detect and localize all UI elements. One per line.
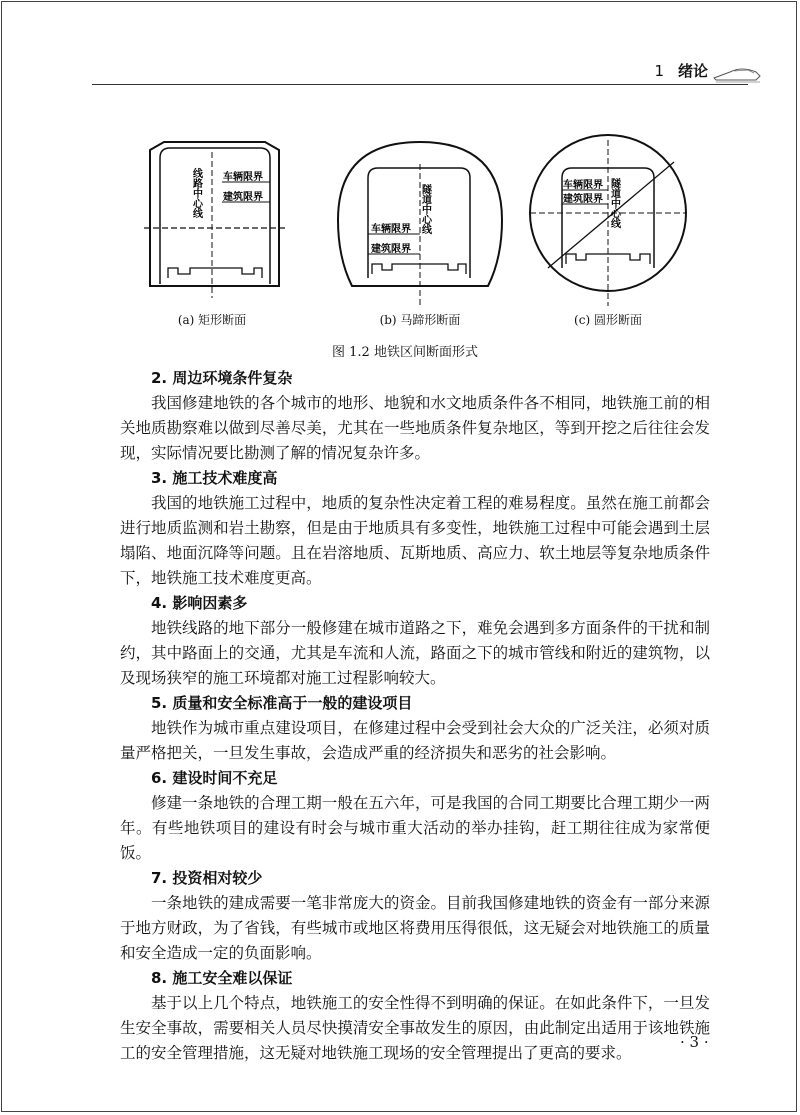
section-paragraph: 我国修建地铁的各个城市的地形、地貌和水文地质条件各不相同，地铁施工前的相关地质勘察难以做到尽善尽美，尤其在一些地质条件复杂地区，等到开挖之后往往会发现，实际情况要比勘测了解的情况复杂许多。 (120, 394, 710, 462)
horseshoe-centerline-label: 隧道中心线 (419, 184, 431, 234)
header-chapter (654, 60, 708, 81)
section-title: 5. 质量和安全标准高于一般的建设项目 (151, 694, 413, 712)
section (120, 866, 710, 966)
chapter-number: 1 (654, 62, 664, 80)
horseshoe-building-limit-label: 建筑限界 (371, 244, 411, 255)
train-logo-icon (712, 58, 762, 86)
rect-centerline-label: 线路中心线 (190, 168, 202, 218)
section-paragraph: 地铁作为城市重点建设项目，在修建过程中会受到社会大众的广泛关注，必须对质量严格把关，一旦发生事故，会造成严重的经济损失和恶劣的社会影响。 (120, 719, 710, 762)
header-rule (92, 84, 748, 85)
section (120, 366, 710, 466)
section-title: 8. 施工安全难以保证 (151, 969, 293, 987)
section-paragraph: 一条地铁的建成需要一笔非常庞大的资金。目前我国修建地铁的资金有一部分来源于地方财政，为了省钱，有些城市或地区将费用压得很低，这无疑会对地铁施工的质量和安全造成一定的负面影响。 (120, 894, 710, 962)
section (120, 466, 710, 591)
body-content (120, 366, 710, 1066)
circle-centerline-label: 隧道中心线 (608, 178, 620, 228)
figure (120, 128, 690, 358)
section-paragraph: 基于以上几个特点，地铁施工的安全性得不到明确的保证。在如此条件下，一旦发生安全事故，需要相关人员尽快摸清安全事故发生的原因，由此制定出适用于该地铁施工的安全管理措施，这无疑对地铁施工现场的安全管理提出了更高的要求。 (120, 994, 710, 1062)
section (120, 766, 710, 866)
rect-building-limit-label: 建筑限界 (223, 192, 263, 203)
figure-caption: 图 1.2 地铁区间断面形式 (332, 345, 478, 360)
rectangular-section (144, 142, 286, 298)
subcaption-b: (b) 马蹄形断面 (379, 313, 461, 327)
page-number: · 3 · (680, 1033, 709, 1051)
section-title: 4. 影响因素多 (151, 594, 248, 612)
section-title: 3. 施工技术难度高 (151, 469, 278, 487)
section-paragraph: 地铁线路的地下部分一般修建在城市道路之下，难免会遇到多方面条件的干扰和制约，其中路面上的交通，尤其是车流和人流，路面之下的城市管线和附近的建筑物，以及现场狭窄的施工环境都对施工过程影响较大。 (120, 619, 710, 687)
section (120, 591, 710, 691)
section (120, 966, 710, 1066)
rect-vehicle-limit-label: 车辆限界 (223, 172, 263, 183)
tunnel-sections-diagram (120, 128, 690, 308)
chapter-title: 绪论 (677, 62, 708, 80)
subcaption-a: (a) 矩形断面 (177, 313, 247, 327)
running-header (92, 58, 708, 84)
circle-vehicle-limit-label: 车辆限界 (563, 180, 603, 191)
section (120, 691, 710, 766)
section-paragraph: 我国的地铁施工过程中，地质的复杂性决定着工程的难易程度。虽然在施工前都会进行地质监测和岩土勘察，但是由于地质具有多变性，地铁施工过程中可能会遇到土层塌陷、地面沉降等问题。且在岩溶地质、瓦斯地质、高应力、软土地层等复杂地质条件下，地铁施工技术难度更高。 (120, 494, 710, 587)
section-paragraph: 修建一条地铁的合理工期一般在五六年，可是我国的合同工期要比合理工期少一两年。有些地铁项目的建设有时会与城市重大活动的举办挂钩，赶工期往往成为家常便饭。 (120, 794, 710, 862)
horseshoe-vehicle-limit-label: 车辆限界 (371, 224, 411, 235)
section-title: 7. 投资相对较少 (151, 869, 263, 887)
section-title: 6. 建设时间不充足 (151, 769, 278, 787)
subcaption-c: (c) 圆形断面 (574, 313, 642, 327)
circle-building-limit-label: 建筑限界 (563, 194, 603, 205)
section-title: 2. 周边环境条件复杂 (151, 369, 293, 387)
